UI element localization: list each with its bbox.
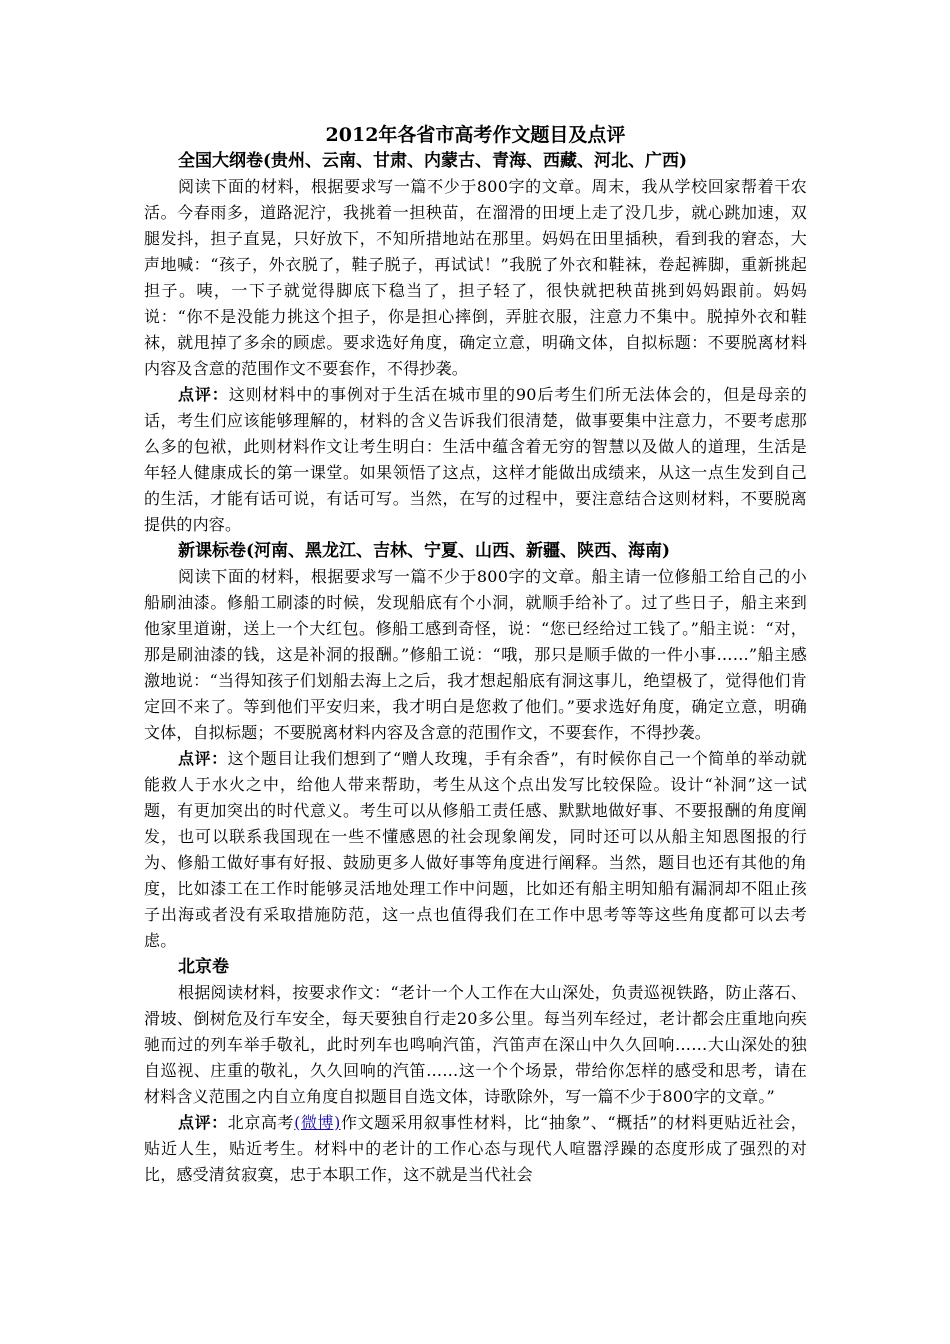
document-page xyxy=(144,122,807,1188)
section-prompt-national: 阅读下面的材料，根据要求写一篇不少于800字的文章。周末，我从学校回家帮着干农活。今春雨多，道路泥泞，我挑着一担秧苗，在溜滑的田埂上走了没几步，就心跳加速，双腿发抖，担子直晃，只好放下，不知所措地站在那里。妈妈在田里插秧，看到我的窘态，大声地喊：“孩子，外衣脱了，鞋子脱子，再试试！”我脱了外衣和鞋袜，卷起裤脚，重新挑起担子。咦，一下子就觉得脚底下稳当了，担子轻了，很快就把秧苗挑到妈妈跟前。妈妈说：“你不是没能力挑这个担子，你是担心摔倒，弄脏衣服，注意力不集中。脱掉外衣和鞋袜，就甩掉了多余的顾虑。要求选好角度，确定立意，明确文体，自拟标题：不要脱离材料内容及含意的范围作文不要套作，不得抄袭。 xyxy=(144,177,807,378)
section-heading-beijing: 北京卷 xyxy=(178,957,229,977)
section-heading-new-curriculum: 新课标卷(河南、黑龙江、吉林、宁夏、山西、新疆、陕西、海南) xyxy=(178,541,671,561)
section-prompt-new-curriculum: 阅读下面的材料，根据要求写一篇不少于800字的文章。船主请一位修船工给自己的小船刷油漆。修船工刷漆的时候，发现船底有个小洞，就顺手给补了。过了些日子，船主来到他家里道谢，送上一个大红包。修船工感到奇怪，说：“您已经给过工钱了。”船主说：“对，那是刷油漆的钱，这是补洞的报酬。”修船工说：“哦，那只是顺手做的一件小事……”船主感激地说：“当得知孩子们划船去海上之后，我才想起船底有洞这事儿，绝望极了，觉得他们肯定回不来了。等到他们平安归来，我才明白是您救了他们。”要求选好角度，确定立意，明确文体，自拟标题；不要脱离材料内容及含意的范围作文，不要套作，不得抄袭。 xyxy=(144,567,807,742)
comment-text: 这个题目让我们想到了“赠人玫瑰，手有余香”，有时候你自己一个简单的举动就能救人于水火之中，给他人带来帮助，考生从这个点出发写比较保险。设计“补洞”这一试题，有更加突出的时代意义。考生可以从修船工责任感、默默地做好事、不要报酬的角度阐发，也可以联系我国现在一些不懂感恩的社会现象阐发，同时还可以从船主知恩图报的行为、修船工做好事有好报、鼓励更多人做好事等角度进行阐释。当然，题目也还有其他的角度，比如漆工在工作时能够灵活地处理工作中问题，比如还有船主明知船有漏洞却不阻止孩子出海或者没有采取措施防范，这一点也值得我们在工作中思考等等这些角度都可以去考虑。 xyxy=(144,749,808,950)
weibo-link[interactable]: (微博) xyxy=(294,1113,341,1132)
document-title: 2012年各省市高考作文题目及点评 xyxy=(325,124,626,146)
section-comment-beijing xyxy=(144,1110,807,1188)
comment-text-pre: 北京高考 xyxy=(227,1113,295,1132)
comment-label: 点评： xyxy=(178,749,228,768)
section-prompt-beijing: 根据阅读材料，按要求作文：“老计一个人工作在大山深处，负责巡视铁路，防止落石、滑坡、倒树危及行车安全，每天要独自行走20多公里。每当列车经过，老计都会庄重地向疾驰而过的列车举手敬礼，此时列车也鸣响汽笛，汽笛声在深山中久久回响……大山深处的独自巡视、庄重的敬礼，久久回响的汽笛……这一个个场景，带给你怎样的感受和思考，请在材料含义范围之内自立角度自拟题目自选文体，诗歌除外，写一篇不少于800字的文章。” xyxy=(144,983,807,1106)
section-comment-national xyxy=(144,382,807,538)
comment-label: 点评： xyxy=(178,385,229,404)
section-heading-national: 全国大纲卷(贵州、云南、甘肃、内蒙古、青海、西藏、河北、广西) xyxy=(178,151,688,171)
comment-label: 点评： xyxy=(178,1113,228,1132)
section-comment-new-curriculum xyxy=(144,746,807,954)
comment-text-post: 作文题采用叙事性材料，比“抽象”、“概括”的材料更贴近社会，贴近人生，贴近考生。材料中的老计的工作心态与现代人喧嚣浮躁的态度形成了强烈的对比，感受清贫寂寞，忠于本职工作，这不就是当代社会 xyxy=(144,1113,807,1184)
comment-text: 这则材料中的事例对于生活在城市里的90后考生们所无法体会的，但是母亲的话，考生们应该能够理解的，材料的含义告诉我们很清楚，做事要集中注意力，不要考虑那么多的包袱，此则材料作文让考生明白：生活中蕴含着无穷的智慧以及做人的道理，生活是年轻人健康成长的第一课堂。如果领悟了这点，这样才能做出成绩来，从这一点生发到自己的生活，才能有话可说，有话可写。当然，在写的过程中，要注意结合这则材料，不要脱离提供的内容。 xyxy=(144,385,807,534)
